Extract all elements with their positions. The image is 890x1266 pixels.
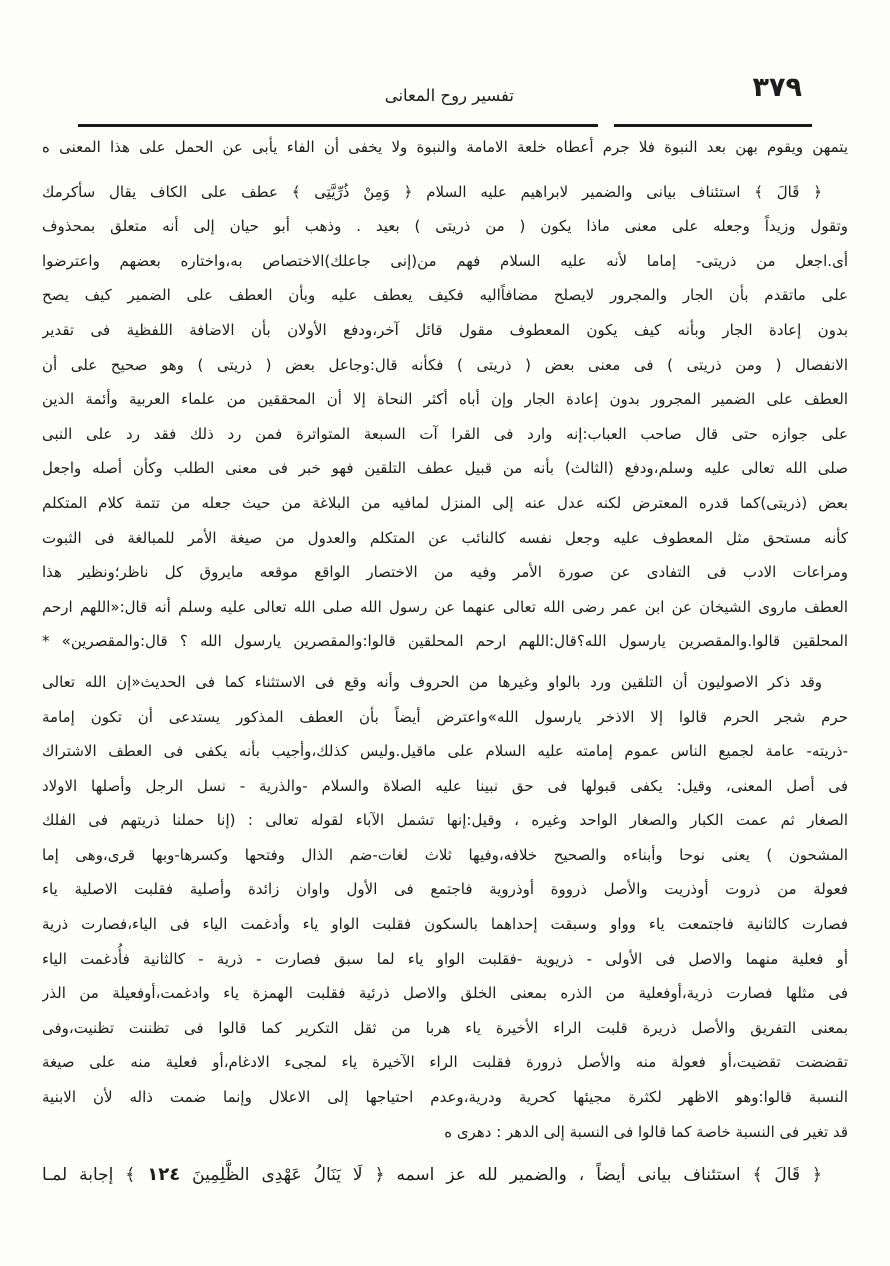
running-title: تفسير روح المعانى <box>384 86 514 105</box>
text-line: المشحون ) يعنى نوحا وأبناءه والصحيح خلافه،وفيها ثلاث لغات-ضم الذال وفتحها وكسرها-وبها قرى،وهى إما <box>42 845 848 864</box>
text-line: صلى الله تعالى عليه وسلم،ودفع (الثالث) بأنه من قبيل عطف التلقين فهو خبر فى معنى الطلب وكأن أصله واجعل <box>42 459 848 478</box>
verse-number: ١٢٤ <box>147 1164 181 1186</box>
page-number: ٣٧٩ <box>752 72 802 103</box>
text-line: يتمهن ويقوم بهن بعد النبوة فلا جرم أعطاه خلعة الامامة والنبوة ولا يخفى أن الفاء يأبى عن الحمل على هذا المعنى ه <box>42 138 848 156</box>
text-line: ومراعات الادب فى التفادى عن صورة الأمر وفيه من الاختصار الواقع موقعه مايروق كل ناظر؛ونظير هذا <box>42 563 848 582</box>
text-line: بدون إعادة الجار وبأنه كيف يكون المعطوف مقول قائل آخر،ودفع الأولان بأن الاضافة اللفظية فى تقدير <box>42 320 848 339</box>
text-line: الصغار ثم عمت الكبار والصغار الواحد وغيره ، وقيل:إنها تشمل الآباء لقوله تعالى : (إنا حملنا ذريتهم فى الفلك <box>42 811 848 830</box>
text-line: حرم شجر الحرم قالوا إلا الاذخر يارسول الله»واعترض أيضاً بأن العطف المذكور يستدعى أن تكون إمامة <box>42 707 848 726</box>
text-line: وتقول وزيداً وجعله على معنى ماذا يكون ( من ذريتى ) بعيد . وذهب أبو حيان إلى أنه متعلق بمحذوف <box>42 217 848 236</box>
text-line: بمعنى التفريق والأصل ذريرة قلبت الراء الأخيرة ياء هربا من ثقل التكرير كما قالوا فى تظننت تظنيت،وفى <box>42 1018 848 1037</box>
text-line: كأنه مستحق مثل المعطوف عليه وجعل نفسه كالنائب عن المتكلم والعدول من صيغة الأمر للمبالغة فى الثبوت <box>42 528 848 547</box>
text-line: فى أصل المعنى، وقيل: يكفى قبولها فى حق نبينا عليه الصلاة والسلام -والذرية - نسل الرجل وأصلها الاولاد <box>42 776 848 795</box>
text-line: -ذريته- عامة لجميع الناس عموم إمامته عليه السلام على ماقيل.وليس كذلك،وأجيب بأنه يكفى فى العطف الاشتراك <box>42 742 848 761</box>
text-line: ﴿ قَالَ ﴾ استئناف بيانى والضمير لابراهيم عليه السلام ﴿ وَمِنْ ذُرِّيَّتِى ﴾ عطف على الكاف يقال سأكرمك <box>42 182 822 201</box>
paragraph-continuation <box>42 130 848 165</box>
text-block <box>42 130 848 1195</box>
text-line: العطف ماروى الشيخان عن ابن عمر رضى الله تعالى عنهما عن رسول الله صلى الله تعالى عليه وسلم أنه قال:«اللهم ارحم <box>42 597 848 616</box>
text-line: فعولة من ذروت أوذريت والأصل ذرووة أوذروية فاجتمع فى الأول واوان زائدة وأصلية فقلبت الاصلية ياء <box>42 880 848 899</box>
text-line: النسبة قالوا:وهو الاظهر لكثرة مجيئها كحرية ودرية،وعدم احتياجها إلى الاعلال وإنما ضمت ذاله لأن الابنية <box>42 1088 848 1107</box>
text-line-quran <box>42 1155 848 1195</box>
text-line: بعض (ذريتى)كما قدره المعترض لكنه عدل عنه إلى المنزل لمافيه من البلاغة من حيث جعله من تتمة كلام المتكلم <box>42 493 848 512</box>
text-line: العطف على الضمير المجرور بدون إعادة الجار وإن أباه أكثر النحاة إلا أن المحققين من علماء العربية وأئمة الدين <box>42 390 848 409</box>
header-rule-left <box>78 124 598 127</box>
text-line: على ماتقدم بأن الجار والمجرور لايصلح مضافاًاليه فكيف يعطف عليه وبأن العطف على الضمير كيف يصح <box>42 286 848 305</box>
paragraph-usul-discussion <box>42 665 848 1149</box>
text-line: على جوازه حتى قال صاحب العباب:إنه وارد فى القرا آت السبعة المتواترة فمن رد ذلك فقد رد على النبى <box>42 424 848 443</box>
text-line: المحلقين قالوا.والمقصرين يارسول الله؟قال:اللهم ارحم المحلقين قالوا:والمقصرين يارسول الله ؟ قال:والمقصرين» * <box>42 632 848 651</box>
text-line: أى.اجعل من ذريتى- إماما لأنه عليه السلام فهم من(إنى جاعلك)الاختصاص به،واختاره بعضهم واعترضوا <box>42 251 848 270</box>
text-line: الانفصال ( ومن ذريتى ) فى معنى بعض ( ذريتى ) فكأنه قال:وجاعل بعض ( ذريتى ) وهو صحيح على أن <box>42 355 848 374</box>
header-rule-right <box>614 124 812 127</box>
text-line: أو فعلية منهما والاصل فى الأولى - ذريوية -فقلبت الواو ياء لما سبق فصارت - ذرية - كالثانية فأُدغمت الياء <box>42 949 848 968</box>
quran-lemma-post: ﴾ إجابة لمـا <box>42 1165 148 1186</box>
text-line: قد تغير فى النسبة خاصة كما قالوا فى النسبة إلى الدهر : دهرى ه <box>444 1122 848 1141</box>
text-line: تقضضت تقضيت،أو فعولة منه والأصل ذرورة فقلبت الراء الآخيرة ياء لمجىء الادغام،أو فعلية منه على صيغة <box>42 1053 848 1072</box>
text-line: وقد ذكر الاصوليون أن التلقين ورد بالواو وغيرها من الحروف وأنه وقع فى الاستثناء كما فى الحديث«إن الله تعالى <box>42 672 822 691</box>
quran-lemma-pre: ﴿ قَالَ ﴾ استئناف بيانى أيضاً ، والضمير لله عز اسمه ﴿ لَا يَنَالُ عَهْدِى الظَّلِمِينَ <box>180 1165 822 1186</box>
text-line: فى مثلها فصارت ذرية،أوفعلية من الذره بمعنى الخلق والاصل ذرئية فقلبت الهمزة ياء وادغمت،أوفعيلة من الذر <box>42 984 848 1003</box>
paragraph-qala-verse-124 <box>42 1155 848 1195</box>
paragraph-qala-commentary <box>42 175 848 659</box>
text-line: فصارت كالثانية فاجتمعت ياء وواو وسبقت إحداهما بالسكون فقلبت الواو ياء وأدغمت الياء فى الياء،فصارت ذرية <box>42 915 848 934</box>
